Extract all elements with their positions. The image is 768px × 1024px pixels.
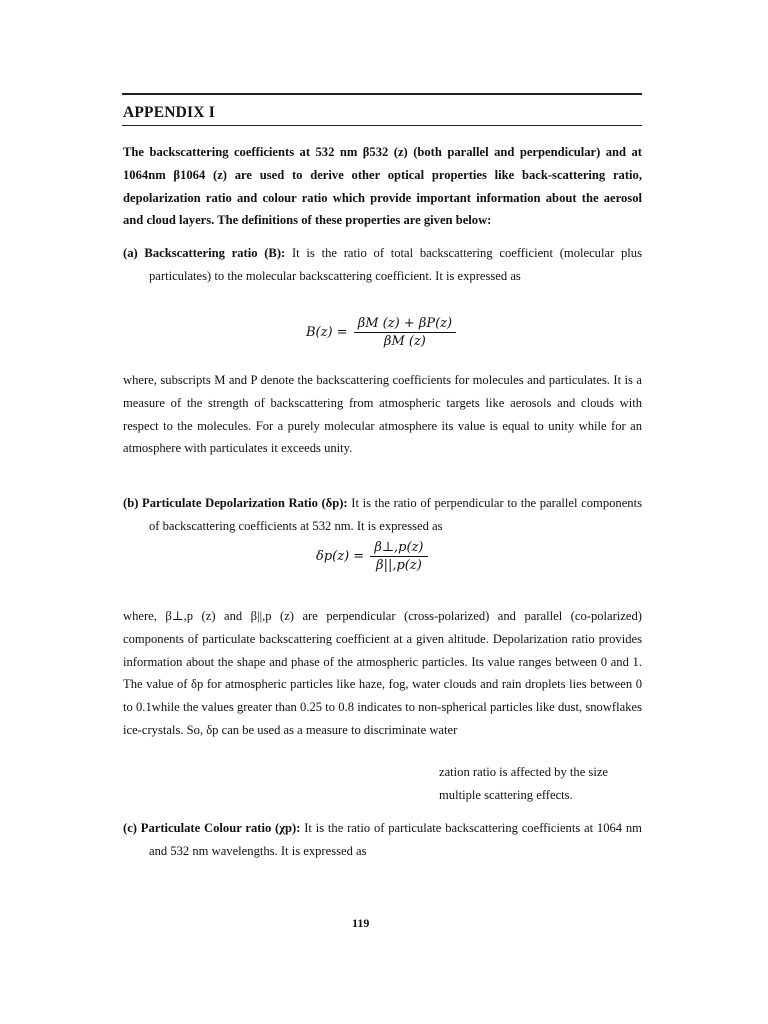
item-a-text: It is the ratio of total backscattering coefficient (molecular plus particulates) to the molecular backscattering coefficient. It is expressed as <box>149 246 642 283</box>
intro-paragraph: The backscattering coefficients at 532 nm β532 (z) (both parallel and perpendicular) and at 1064nm β1064 (z) are used to derive other optical properties like back-scattering ratio, depolarization ratio and colour ratio which provide important information about the aerosol and cloud layers. The definitions of these properties are given below: <box>123 145 642 228</box>
item-c-block <box>123 817 642 863</box>
formula-b-fraction <box>370 540 427 573</box>
page-number: 119 <box>352 916 370 930</box>
item-b-explanation: where, β⊥,p (z) and β||,p (z) are perpendicular (cross-polarized) and parallel (co-polarized) components of particulate backscattering coefficient at a given altitude. Depolarization ratio provides information about the shape and phase of the atmospheric particles. Its value ranges between 0 and 1. The value of δp for atmospheric particles like haze, fog, water clouds and rain droplets lies between 0 to 0.1while the values greater than 0.25 to 0.8 indicates to non-spherical particles like dust, snowflakes ice-crystals. So, δp can be used as a measure to discriminate water <box>123 609 642 737</box>
fragment-line-2: multiple scattering effects. <box>439 788 573 802</box>
formula-b-lhs: δp(z) = <box>316 549 365 564</box>
formula-backscattering-ratio <box>306 316 456 349</box>
item-c-label: (c) Particulate Colour ratio (χp): <box>123 821 301 835</box>
appendix-heading: APPENDIX I <box>123 104 215 121</box>
formula-b-numerator: β⊥,p(z) <box>370 540 427 557</box>
item-c-text: It is the ratio of particulate backscattering coefficients at 1064 nm and 532 nm wavelengths. It is expressed as <box>149 821 642 858</box>
heading-rule <box>122 125 642 126</box>
formula-b-denominator: β||,p(z) <box>376 558 422 573</box>
top-rule <box>122 93 642 95</box>
item-a-explanation: where, subscripts M and P denote the backscattering coefficients for molecules and particulates. It is a measure of the strength of backscattering from atmospheric targets like aerosols and clouds with respect to the molecules. For a purely molecular atmosphere its value is equal to unity while for an atmosphere with particulates it exceeds unity. <box>123 373 642 456</box>
item-b-block <box>123 492 642 538</box>
formula-a-lhs: B(z) = <box>306 325 348 340</box>
item-a-label: (a) Backscattering ratio (B): <box>123 246 286 260</box>
fragment-line-1: zation ratio is affected by the size <box>439 765 609 779</box>
item-b-text: It is the ratio of perpendicular to the parallel components of backscattering coefficients at 532 nm. It is expressed as <box>149 496 643 533</box>
formula-depolarization-ratio <box>316 540 428 573</box>
item-b-label: (b) Particulate Depolarization Ratio (δp): <box>123 496 348 510</box>
formula-a-denominator: βM (z) <box>383 334 426 349</box>
formula-a-fraction <box>354 316 456 349</box>
item-a-block <box>123 242 642 288</box>
formula-a-numerator: βM (z) + βP(z) <box>354 316 456 333</box>
